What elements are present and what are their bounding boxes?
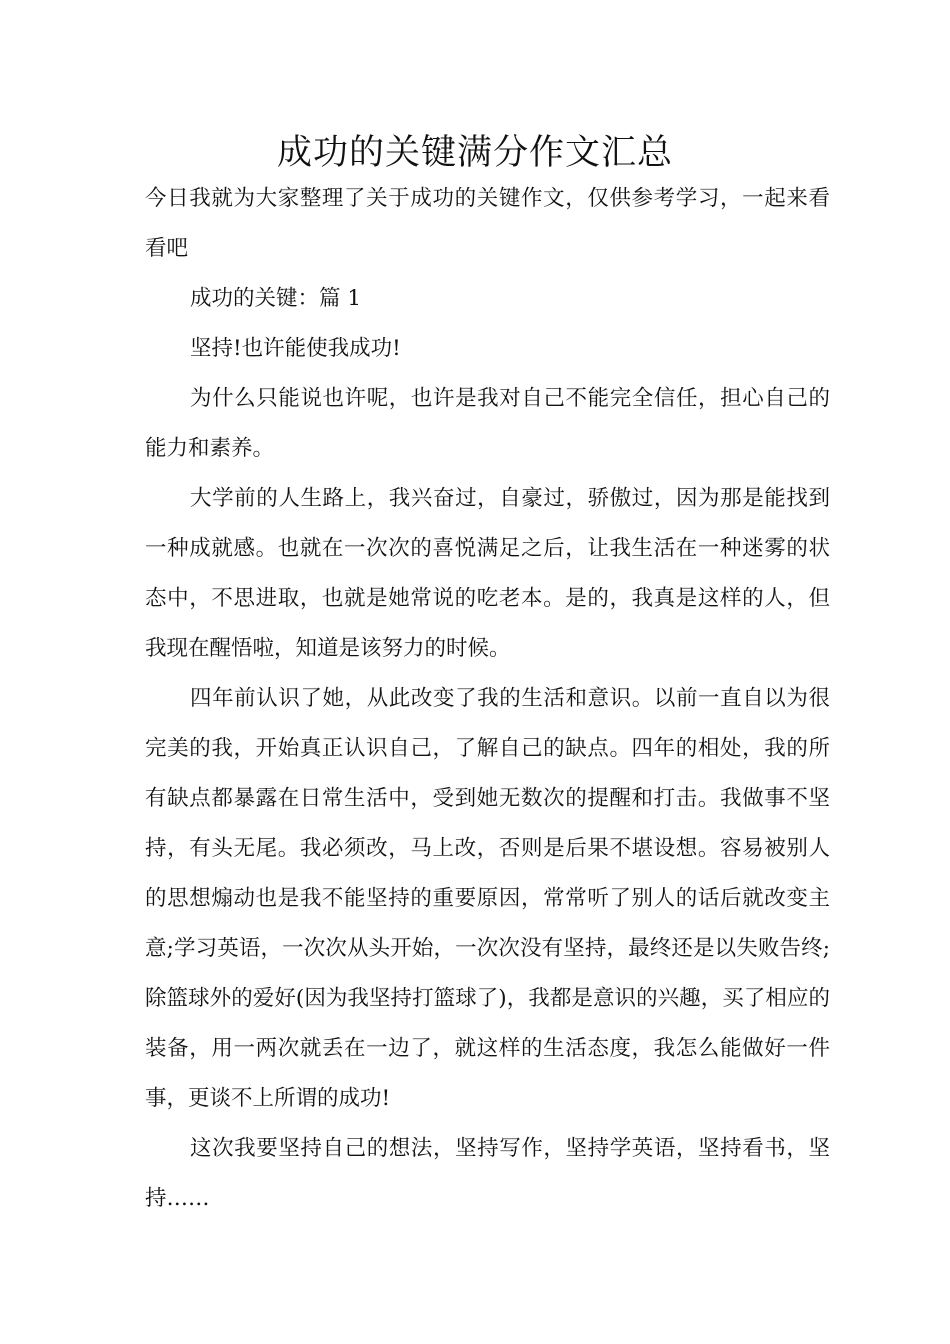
document-body [145, 174, 830, 1224]
section-heading: 成功的关键：篇 1 [190, 286, 362, 311]
body-paragraph: 大学前的人生路上，我兴奋过，自豪过，骄傲过，因为那是能找到一种成就感。也就在一次次的喜悦满足之后，让我生活在一种迷雾的状态中，不思进取，也就是她常说的吃老本。是的，我真是这样的人，但我现在醒悟啦，知道是该努力的时候。 [145, 486, 830, 661]
body-paragraph: 坚持!也许能使我成功! [190, 336, 401, 361]
intro-paragraph: 今日我就为大家整理了关于成功的关键作文，仅供参考学习，一起来看看吧 [145, 186, 830, 261]
document-title: 成功的关键满分作文汇总 [276, 133, 673, 173]
body-paragraph: 这次我要坚持自己的想法，坚持写作，坚持学英语，坚持看书，坚持…… [145, 1136, 830, 1211]
body-paragraph: 为什么只能说也许呢，也许是我对自己不能完全信任，担心自己的能力和素养。 [145, 386, 830, 461]
body-paragraph: 四年前认识了她，从此改变了我的生活和意识。以前一直自以为很完美的我，开始真正认识自己，了解自己的缺点。四年的相处，我的所有缺点都暴露在日常生活中，受到她无数次的提醒和打击。我做事不坚持，有头无尾。我必须改，马上改，否则是后果不堪设想。容易被别人的思想煽动也是我不能坚持的重要原因，常常听了别人的话后就改变主意;学习英语，一次次从头开始，一次次没有坚持，最终还是以失败告终;除篮球外的爱好(因为我坚持打篮球了)，我都是意识的兴趣，买了相应的装备，用一两次就丢在一边了，就这样的生活态度，我怎么能做好一件事，更谈不上所谓的成功! [145, 686, 830, 1111]
